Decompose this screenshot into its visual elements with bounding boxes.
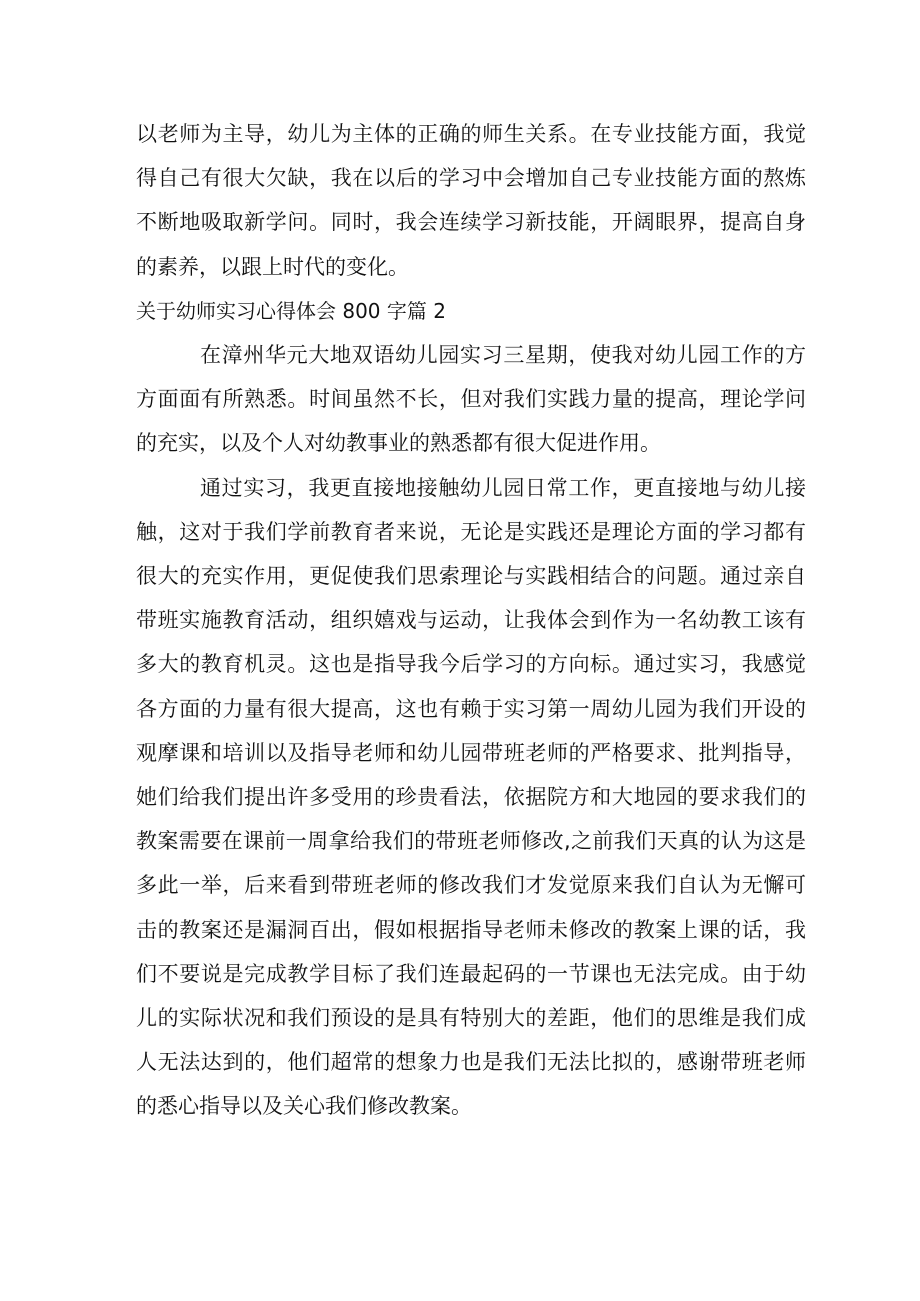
paragraph-main: 通过实习，我更直接地接触幼儿园日常工作，更直接地与幼儿接触，这对于我们学前教育者来说，无论是实践还是理论方面的学习都有很大的充实作用，更促使我们思索理论与实践相结合的问题。通过亲自带班实施教育活动，组织嬉戏与运动，让我体会到作为一名幼教工该有多大的教育机灵。这也是指导我今后学习的方向标。通过实习，我感觉各方面的力量有很大提高，这也有赖于实习第一周幼儿园为我们开设的观摩课和培训以及指导老师和幼儿园带班老师的严格要求、批判指导，她们给我们提出许多受用的珍贵看法，依据院方和大地园的要求我们的教案需要在课前一周拿给我们的带班老师修改,之前我们天真的认为这是多此一举，后来看到带班老师的修改我们才发觉原来我们自认为无懈可击的教案还是漏洞百出，假如根据指导老师未修改的教案上课的话，我们不要说是完成教学目标了我们连最起码的一节课也无法完成。由于幼儿的实际状况和我们预设的是具有特别大的差距，他们的思维是我们成人无法达到的，他们超常的想象力也是我们无法比拟的，感谢带班老师的悉心指导以及关心我们修改教案。 <box>136 475 806 1119</box>
section-heading: 关于幼师实习心得体会 800 字篇 2 <box>136 298 446 323</box>
paragraph-continued: 以老师为主导，幼儿为主体的正确的师生关系。在专业技能方面，我觉得自己有很大欠缺，我在以后的学习中会增加自己专业技能方面的熬炼不断地吸取新学问。同时，我会连续学习新技能，开阔眼界，提高自身的素养，以跟上时代的变化。 <box>136 122 806 279</box>
document-body <box>136 112 806 1129</box>
paragraph-intro: 在漳州华元大地双语幼儿园实习三星期，使我对幼儿园工作的方方面面有所熟悉。时间虽然不长，但对我们实践力量的提高，理论学问的充实，以及个人对幼教事业的熟悉都有很大促进作用。 <box>136 343 806 456</box>
